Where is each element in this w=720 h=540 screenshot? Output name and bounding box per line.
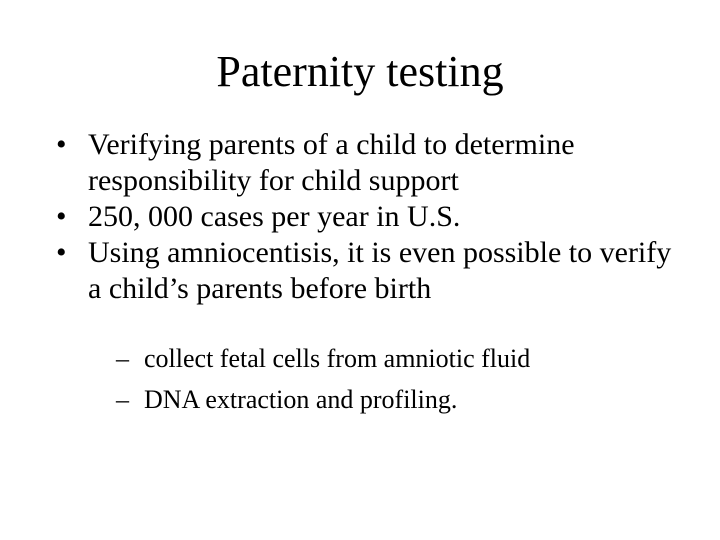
bullet-item (56, 235, 676, 307)
sub-bullet-marker: – (116, 385, 129, 414)
bullet-marker: • (56, 236, 67, 269)
bullet-text: Using amniocentisis, it is even possible to verify a child’s parents before birth (88, 236, 672, 305)
bullet-item (56, 127, 676, 199)
slide-title: Paternity testing (216, 47, 504, 96)
sub-bullet-text: collect fetal cells from amniotic fluid (144, 344, 531, 373)
bullet-item (56, 199, 676, 235)
bullet-text: Verifying parents of a child to determine responsibility for child support (88, 128, 575, 197)
bullet-text: 250, 000 cases per year in U.S. (88, 200, 461, 233)
sub-bullet-text: DNA extraction and profiling. (144, 385, 458, 414)
sub-bullet-item (116, 338, 676, 379)
bullet-marker: • (56, 128, 67, 161)
sub-bullet-item (116, 379, 676, 420)
bullet-list (56, 127, 676, 307)
bullet-marker: • (56, 200, 67, 233)
sub-bullet-list (116, 338, 676, 420)
sub-bullet-marker: – (116, 344, 129, 373)
